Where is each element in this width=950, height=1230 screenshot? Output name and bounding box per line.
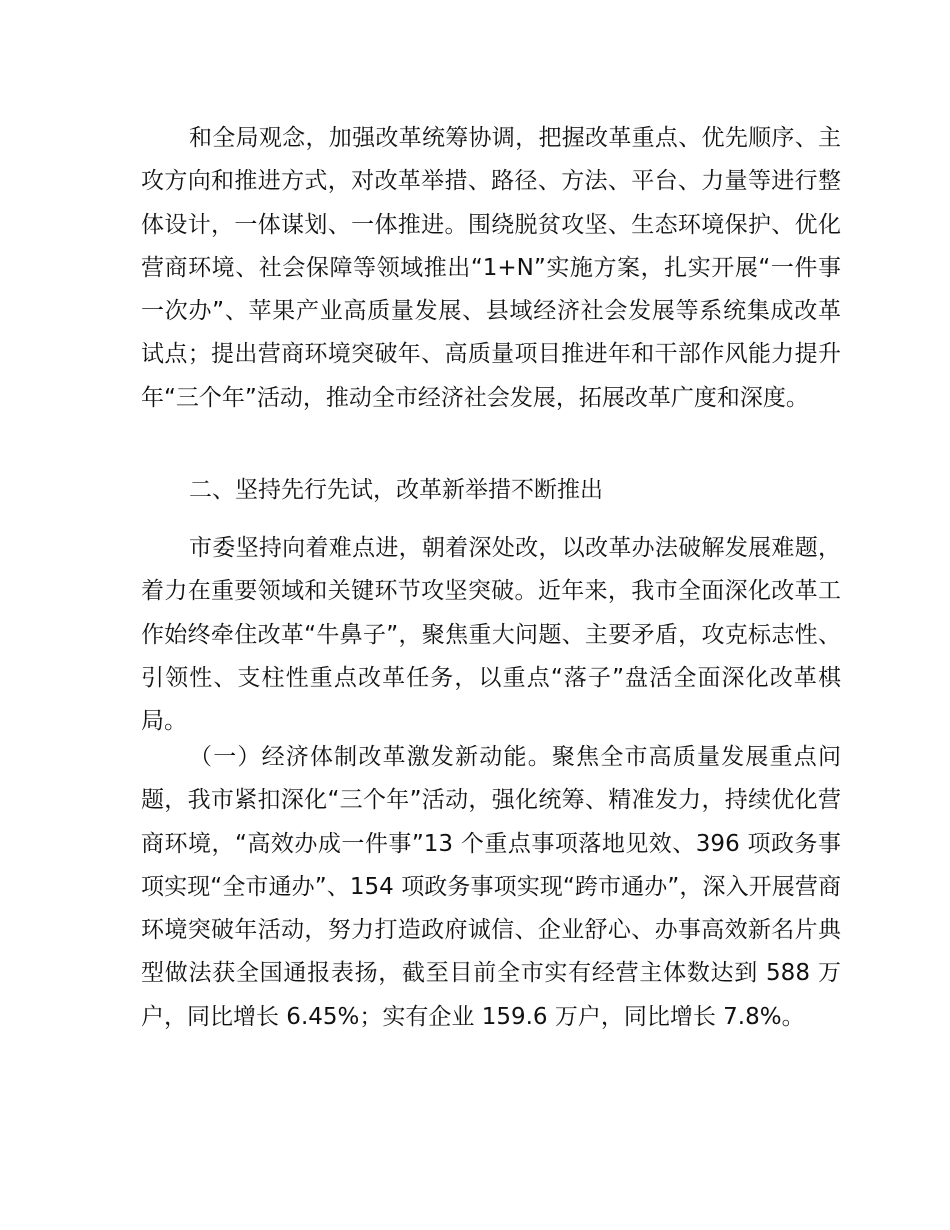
paragraph-economic-reform: （一）经济体制改革激发新动能。聚焦全市高质量发展重点问题，我市紧扣深化“三个年”活动，强化统筹、精准发力，持续优化营商环境，“高效办成一件事”13 个重点事项落地见效、396 项政务事项实现“全市通办”、154 项政务事项实现“跨市通办”，深入开展营商环境突破年活动，努力打造政府诚信、企业舒心、办事高效新名片典型做法获全国通报表扬，截至目前全市实有经营主体数达到 588 万户，同比增长 6.45%；实有企业 159.6 万户，同比增长 7.8%。	[141, 744, 841, 1030]
section-heading-pilot-reform: 二、坚持先行先试，改革新举措不断推出	[189, 477, 603, 503]
paragraph-reform-coordination: 和全局观念，加强改革统筹协调，把握改革重点、优先顺序、主攻方向和推进方式，对改革举措、路径、方法、平台、力量等进行整体设计，一体谋划、一体推进。围绕脱贫攻坚、生态环境保护、优化营商环境、社会保障等领域推出“1+N”实施方案，扎实开展“一件事一次办”、苹果产业高质量发展、县域经济社会发展等系统集成改革试点；提出营商环境突破年、高质量项目推进年和干部作风能力提升年“三个年”活动，推动全市经济社会发展，拓展改革广度和深度。	[141, 125, 841, 411]
paragraph-key-reform-tasks: 市委坚持向着难点进，朝着深处改，以改革办法破解发展难题，着力在重要领域和关键环节攻坚突破。近年来，我市全面深化改革工作始终牵住改革“牛鼻子”，聚焦重大问题、主要矛盾，攻克标志性、引领性、支柱性重点改革任务，以重点“落子”盘活全面深化改革棋局。	[141, 535, 841, 735]
